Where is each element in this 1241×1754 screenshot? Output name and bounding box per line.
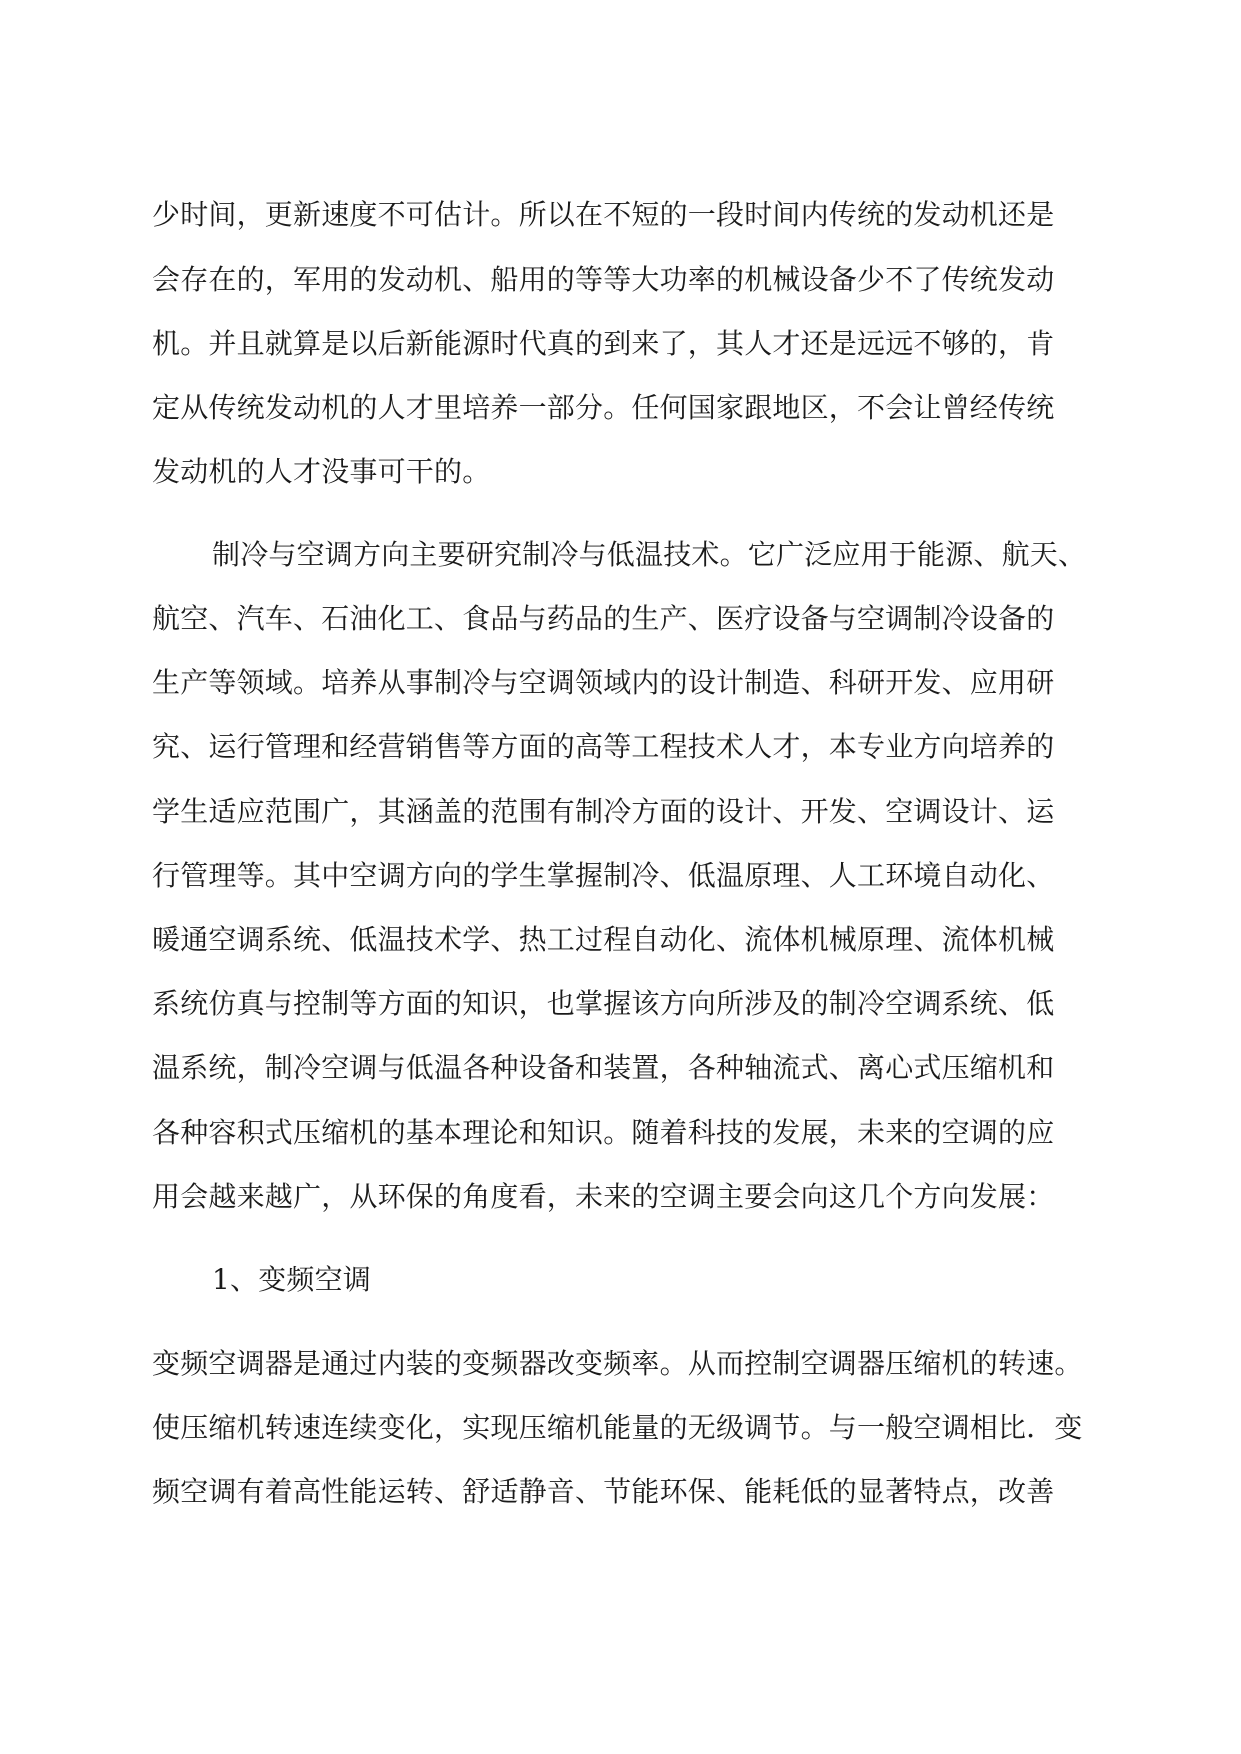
text-line: 生产等领域。培养从事制冷与空调领域内的设计制造、科研开发、应用研 bbox=[152, 666, 1055, 699]
text-line: 系统仿真与控制等方面的知识，也掌握该方向所涉及的制冷空调系统、低 bbox=[152, 987, 1055, 1020]
text-line: 少时间，更新速度不可估计。所以在不短的一段时间内传统的发动机还是 bbox=[152, 198, 1055, 231]
text-line: 行管理等。其中空调方向的学生掌握制冷、低温原理、人工环境自动化、 bbox=[152, 859, 1055, 892]
text-line: 定从传统发动机的人才里培养一部分。任何国家跟地区，不会让曾经传统 bbox=[152, 391, 1055, 424]
text-line: 温系统，制冷空调与低温各种设备和装置，各种轴流式、离心式压缩机和 bbox=[152, 1051, 1055, 1084]
text-line: 暖通空调系统、低温技术学、热工过程自动化、流体机械原理、流体机械 bbox=[152, 923, 1055, 956]
text-line: 各种容积式压缩机的基本理论和知识。随着科技的发展，未来的空调的应 bbox=[152, 1116, 1055, 1149]
section-heading: 1、变频空调 bbox=[212, 1263, 372, 1296]
text-line: 学生适应范围广，其涵盖的范围有制冷方面的设计、开发、空调设计、运 bbox=[152, 795, 1055, 828]
text-line: 使压缩机转速连续变化，实现压缩机能量的无级调节。与一般空调相比．变 bbox=[152, 1411, 1083, 1444]
text-line: 究、运行管理和经营销售等方面的高等工程技术人才，本专业方向培养的 bbox=[152, 730, 1055, 763]
text-line: 航空、汽车、石油化工、食品与药品的生产、医疗设备与空调制冷设备的 bbox=[152, 602, 1055, 635]
text-line: 会存在的，军用的发动机、船用的等等大功率的机械设备少不了传统发动 bbox=[152, 263, 1055, 296]
text-line: 用会越来越广，从环保的角度看，未来的空调主要会向这几个方向发展： bbox=[152, 1180, 1055, 1213]
text-line: 变频空调器是通过内装的变频器改变频率。从而控制空调器压缩机的转速。 bbox=[152, 1347, 1083, 1380]
text-line: 机。并且就算是以后新能源时代真的到来了，其人才还是远远不够的，肯 bbox=[152, 327, 1055, 360]
text-line: 发动机的人才没事可干的。 bbox=[152, 455, 491, 488]
text-line: 频空调有着高性能运转、舒适静音、节能环保、能耗低的显著特点，改善 bbox=[152, 1475, 1055, 1508]
text-line: 制冷与空调方向主要研究制冷与低温技术。它广泛应用于能源、航天、 bbox=[212, 538, 1087, 571]
